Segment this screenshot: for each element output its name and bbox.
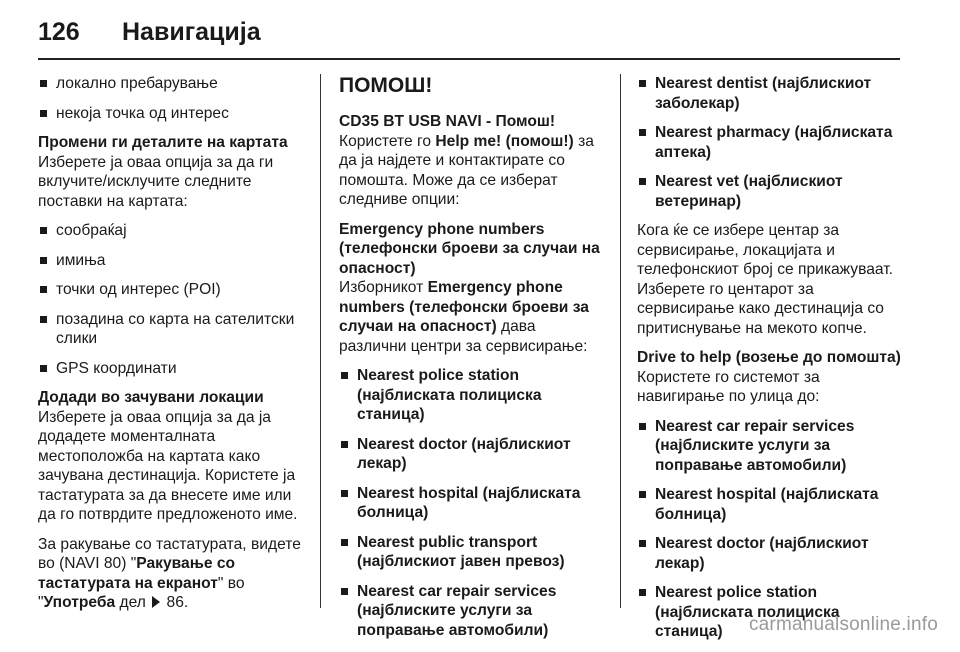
text: за да ја најдете и контактирате со помошта. Може да се изберат следниве опции: (339, 132, 594, 208)
section-heading: Emergency phone numbers (телефонски броеви за случаи на опасност) (339, 220, 600, 277)
list-item: позадина со карта на сателитски слики (38, 310, 310, 349)
list-item: Nearest police station (најблиската полициска станица) (637, 583, 905, 642)
list-item: сообраќај (38, 221, 310, 241)
list-item: Nearest hospital (најблиската болница) (637, 485, 905, 524)
list-item: Nearest dentist (најблискиот заболекар) (637, 74, 905, 113)
page-reference: 86. (166, 594, 189, 611)
list-item: Nearest doctor (најблискиот лекар) (637, 534, 905, 573)
paragraph (339, 132, 605, 210)
page-number: 126 (38, 18, 80, 46)
link-text: Употреба (43, 594, 116, 611)
watermark: carmanualsonline.info (748, 614, 938, 635)
menu-name: Emergency phone numbers (телефонски броеви за случаи на опасност) (339, 279, 589, 335)
text: дел (115, 594, 151, 611)
paragraph (38, 535, 310, 613)
list-item: Nearest hospital (најблиската болница) (339, 484, 605, 523)
page-title: Навигација (122, 18, 261, 46)
list-item: локално пребарување (38, 74, 310, 94)
section-heading: CD35 BT USB NAVI - Помош! (339, 113, 556, 130)
list-item: Nearest car repair services (најблиските услуги за поправање автомобили) (637, 417, 905, 476)
list-item: Nearest vet (најблискиот ветеринар) (637, 172, 905, 211)
section-heading: Drive to help (возење до помошта) (637, 349, 901, 366)
section-title: ПОМОШ! (339, 74, 433, 97)
column-1 (38, 74, 310, 623)
text: Изборникот (339, 279, 428, 296)
list-item: Nearest doctor (најблискиот лекар) (339, 435, 605, 474)
section-heading: Промени ги деталите на картата (38, 134, 288, 151)
column-divider (620, 74, 621, 608)
page-header (38, 18, 261, 48)
text: За ракување со тастатурата, видете во (NAVI 80) " (38, 535, 301, 572)
text: Користете го (339, 132, 436, 150)
list-item: точки од интерес (POI) (38, 280, 310, 300)
header-rule (38, 58, 900, 60)
list-item: имиња (38, 251, 310, 271)
column-2 (339, 74, 605, 650)
list-item: Nearest public transport (најблискиот јавен превоз) (339, 533, 605, 572)
menu-name: Help me! (помош!) (435, 132, 574, 150)
link-text: Ракување со тастатурата на екранот (38, 555, 236, 592)
text: " во " (38, 574, 245, 611)
list-item: Nearest car repair services (најблиските услуги за поправање автомобили) (339, 582, 605, 641)
list-item: некоја точка од интерес (38, 104, 310, 124)
list-item: Nearest pharmacy (најблиската аптека) (637, 123, 905, 162)
column-divider (320, 74, 321, 608)
page-reference-icon (152, 596, 160, 608)
list-item: Nearest police station (најблиската полициска станица) (339, 366, 605, 425)
section-heading: Додади во зачувани локации (38, 389, 264, 406)
list-item: GPS координати (38, 359, 310, 379)
text: дава различни центри за сервисирање: (339, 318, 588, 355)
paragraph: Изберете ја оваа опција за да ја додадете моменталната местоположба на картата како зачувана дестинација. Користете ја тастатурата за да внесете име или да го потврдите предложеното име. (38, 408, 298, 523)
paragraph: Изберете ја оваа опција за да ги вклучите/исклучите следните поставки на картата: (38, 153, 274, 210)
column-3 (637, 74, 905, 652)
paragraph (339, 278, 605, 356)
paragraph: Кога ќе се избере центар за сервисирање, локацијата и телефонскиот број се прикажуваат. Изберете го центарот за сервисирање како дестинација со притиснување на мекото копче. (637, 222, 893, 337)
paragraph: Користете го системот за навигирање по улица до: (637, 368, 820, 405)
